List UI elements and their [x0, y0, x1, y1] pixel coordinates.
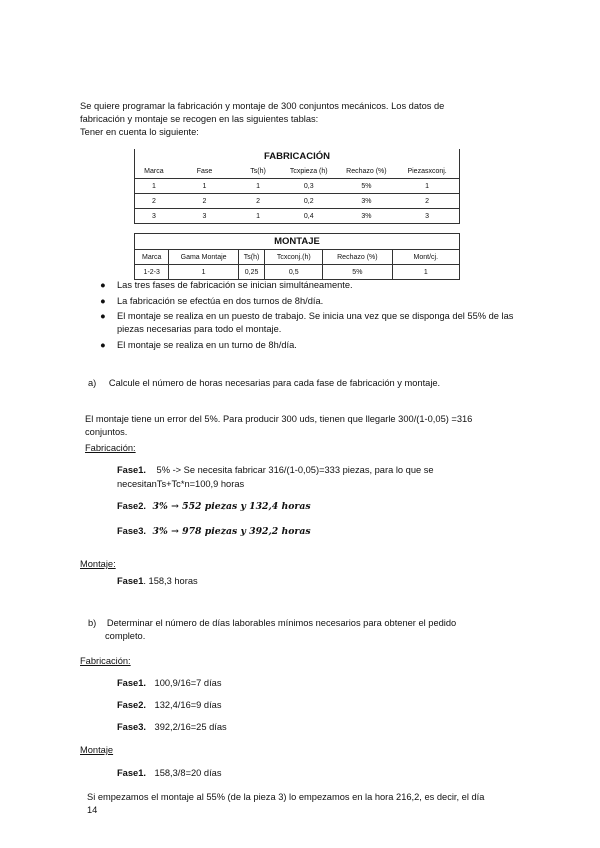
answer-a-intro-line-1: El montaje tiene un error del 5%. Para producir 300 uds, tienen que llegarle 300/(1-0,05) =316 [85, 414, 473, 424]
table-cell: 2 [173, 194, 236, 209]
intro-paragraph [80, 100, 520, 139]
conditions-list [100, 279, 520, 354]
col-header: Rechazo (%) [338, 164, 396, 179]
col-header: Fase [173, 164, 236, 179]
question-a-label: a) [88, 378, 97, 388]
question-b-line-1: Determinar el número de días laborables mínimos necesarios para obtener el pedido [106, 618, 457, 628]
table-row [135, 209, 460, 224]
table-row [135, 179, 460, 194]
col-header: Gama Montaje [169, 250, 238, 265]
bullet-icon: ● [100, 295, 106, 306]
list-item-text: El montaje se realiza en un puesto de trabajo. Se inicia una vez que se disponga del 55% de las piezas necesarias para todo el montaje. [117, 311, 514, 334]
question-b-line-2: completo. [105, 631, 146, 641]
table-header-row [135, 164, 460, 179]
question-a [88, 377, 528, 390]
conclusion [87, 791, 547, 817]
fase2-text: 3% → 552 piezas y 132,4 horas [152, 501, 311, 512]
montaje-table [134, 233, 460, 280]
table-cell: 3 [135, 209, 173, 224]
col-header: Ts(h) [238, 250, 265, 265]
col-header: Rechazo (%) [323, 250, 392, 265]
table-cell: 5% [323, 265, 392, 280]
conclusion-line-1: Si empezamos el montaje al 55% (de la pieza 3) lo empezamos en la hora 216,2, es decir, el día [87, 792, 485, 802]
montaje-heading-a: Montaje: [80, 559, 116, 569]
col-header: Tcxconj.(h) [265, 250, 323, 265]
table-row [135, 194, 460, 209]
table-cell: 0,5 [265, 265, 323, 280]
table-cell: 1 [395, 179, 459, 194]
col-header: Marca [135, 250, 169, 265]
fase1-label: Fase1. [117, 465, 146, 475]
list-item [100, 279, 520, 292]
list-item [100, 310, 520, 336]
table-cell: 1 [135, 179, 173, 194]
answer-a-fase2 [117, 500, 311, 513]
fabricacion-table [134, 149, 460, 224]
table-cell: 1 [236, 209, 280, 224]
question-b [88, 617, 528, 643]
bullet-icon: ● [100, 280, 106, 290]
fase1-line-2: necesitanTs+Tc*n=100,9 horas [117, 479, 245, 489]
col-header: Tcxpieza (h) [280, 164, 338, 179]
list-item [100, 295, 520, 308]
answer-b-montaje-fase1 [117, 767, 222, 780]
list-item-text: La fabricación se efectúa en dos turnos de 8h/día. [117, 295, 324, 306]
table-cell: 3% [338, 209, 396, 224]
b-fase3-label: Fase3. [117, 722, 146, 732]
col-header: Ts(h) [236, 164, 280, 179]
table-cell: 0,4 [280, 209, 338, 224]
fase1-line-1: 5% -> Se necesita fabricar 316/(1-0,05)=333 piezas, para lo que se [156, 465, 434, 475]
table-cell: 0,25 [238, 265, 265, 280]
col-header: Mont/cj. [392, 250, 459, 265]
question-a-text: Calcule el número de horas necesarias para cada fase de fabricación y montaje. [108, 378, 441, 388]
table-cell: 5% [338, 179, 396, 194]
table-row [135, 265, 460, 280]
table-cell: 3 [173, 209, 236, 224]
montaje-fase1-text: . 158,3 horas [143, 576, 198, 586]
b-fase2-text: 132,4/16=9 días [154, 700, 222, 710]
intro-line-3: Tener en cuenta lo siguiente: [80, 127, 199, 137]
table-header-row [135, 250, 460, 265]
table-cell: 2 [395, 194, 459, 209]
table-cell: 0,3 [280, 179, 338, 194]
b-fase2-label: Fase2. [117, 700, 146, 710]
conclusion-line-2: 14 [87, 805, 98, 815]
b-fase3-text: 392,2/16=25 días [154, 722, 227, 732]
answer-a-montaje-fase1 [117, 575, 198, 588]
table-cell: 1 [173, 179, 236, 194]
table-cell: 3 [395, 209, 459, 224]
table-cell: 2 [236, 194, 280, 209]
bullet-icon: ● [100, 311, 106, 321]
answer-a-fase1 [117, 463, 497, 491]
col-header: Piezasxconj. [395, 164, 459, 179]
table-cell: 3% [338, 194, 396, 209]
montaje-fase1-label: Fase1 [117, 576, 144, 586]
table-cell: 0,2 [280, 194, 338, 209]
b-fase1-label: Fase1. [117, 678, 146, 688]
montaje-table-title: MONTAJE [135, 234, 460, 250]
intro-line-2: fabricación y montaje se recogen en las siguientes tablas: [80, 114, 319, 124]
answer-b-fase2 [117, 699, 222, 712]
list-item-text: Las tres fases de fabricación se inician simultáneamente. [117, 280, 353, 290]
table-cell: 2 [135, 194, 173, 209]
montaje-heading-b: Montaje [80, 745, 114, 755]
fase3-label: Fase3. [117, 526, 146, 536]
fabricacion-table-title: FABRICACIÓN [264, 151, 330, 162]
intro-line-1: Se quiere programar la fabricación y montaje de 300 conjuntos mecánicos. Los datos de [80, 101, 445, 111]
answer-b-fase1 [117, 677, 222, 690]
fabricacion-heading-a: Fabricación: [85, 443, 136, 453]
table-cell: 1 [236, 179, 280, 194]
fabricacion-heading-b: Fabricación: [80, 656, 131, 666]
table-cell: 1 [169, 265, 238, 280]
b-fase1-text: 100,9/16=7 días [154, 678, 222, 688]
bullet-icon: ● [100, 339, 106, 350]
answer-b-fase3 [117, 721, 227, 734]
list-item-text: El montaje se realiza en un turno de 8h/día. [117, 339, 297, 350]
b-montaje-fase1-text: 158,3/8=20 días [154, 768, 222, 778]
answer-a-fase3 [117, 525, 311, 538]
list-item [100, 339, 520, 352]
question-b-label: b) [88, 618, 97, 628]
b-montaje-fase1-label: Fase1. [117, 768, 146, 778]
answer-a-intro-line-2: conjuntos. [85, 427, 128, 437]
col-header: Marca [135, 164, 173, 179]
table-cell: 1-2-3 [135, 265, 169, 280]
table-cell: 1 [392, 265, 459, 280]
fase2-label: Fase2. [117, 501, 146, 511]
answer-a-intro [85, 413, 535, 439]
fase3-text: 3% → 978 piezas y 392,2 horas [152, 526, 311, 537]
